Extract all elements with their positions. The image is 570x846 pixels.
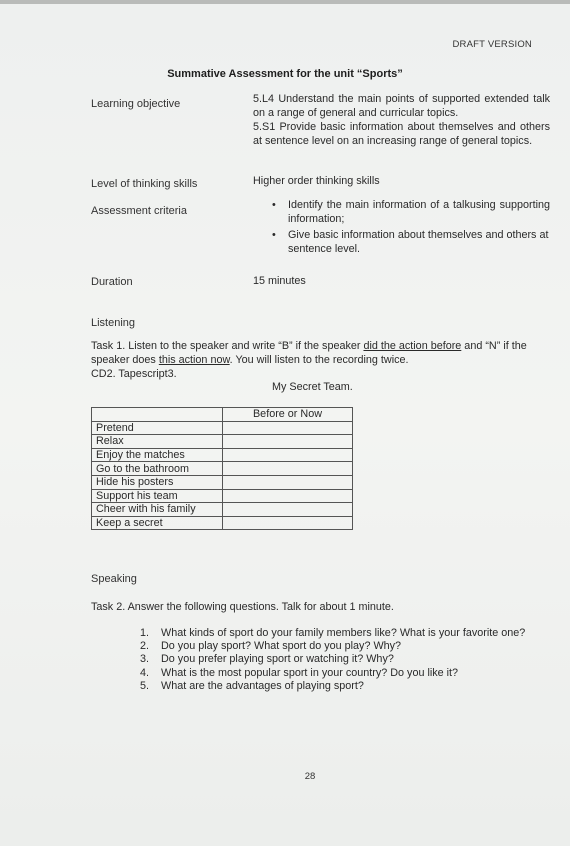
criteria-item — [270, 229, 550, 256]
question-item — [140, 653, 530, 666]
duration-value: 15 minutes — [253, 275, 306, 287]
table-header-before-or-now: Before or Now — [223, 408, 353, 422]
question-item — [140, 640, 530, 653]
answer-cell[interactable] — [223, 516, 353, 530]
table-row-label: Go to the bathroom — [92, 462, 223, 476]
criteria-item-text: Identify the main information of a talkusing supporting information; — [288, 199, 550, 225]
table-row — [92, 475, 353, 489]
criteria-item-text: Give basic information about themselves and others at sentence level. — [288, 229, 549, 255]
task1-text-a: Task 1. Listen to the speaker and write “B” if the speaker — [91, 340, 364, 352]
question-text: What is the most popular sport in your country? Do you like it? — [161, 666, 459, 679]
question-item — [140, 627, 530, 640]
table-row-label: Cheer with his family — [92, 503, 223, 517]
song-title: My Secret Team. — [272, 381, 353, 393]
answer-cell[interactable] — [223, 475, 353, 489]
bullet-icon: • — [272, 199, 276, 211]
listening-task-text — [91, 339, 553, 367]
answer-cell[interactable] — [223, 489, 353, 503]
table-row — [92, 462, 353, 476]
question-item — [140, 680, 530, 693]
page-number: 28 — [304, 771, 316, 782]
question-text: Do you play sport? What sport do you play? Why? — [161, 640, 402, 653]
speaking-task-text: Task 2. Answer the following questions. Talk for about 1 minute. — [91, 601, 394, 613]
cd-reference: CD2. Tapescript3. — [91, 368, 177, 380]
table-row-label: Support his team — [92, 489, 223, 503]
answer-cell[interactable] — [223, 421, 353, 435]
draft-version-label: DRAFT VERSION — [452, 39, 532, 50]
learning-objective-2: 5.S1 Provide basic information about themselves and others at sentence level on an increasing range of general topics. — [253, 121, 550, 147]
thinking-skills-value: Higher order thinking skills — [253, 175, 380, 187]
table-header-blank — [92, 408, 223, 422]
learning-objective-1: 5.L4 Understand the main points of supported extended talk on a range of general and curricular topics. — [253, 93, 550, 119]
table-row — [92, 516, 353, 530]
assessment-criteria-label: Assessment criteria — [91, 205, 187, 217]
answer-cell[interactable] — [223, 503, 353, 517]
duration-label: Duration — [91, 276, 133, 288]
task1-text-b: and “N” if the speaker does — [91, 340, 527, 366]
question-number: 2. — [140, 640, 150, 653]
bullet-icon: • — [272, 229, 276, 241]
table-row — [92, 489, 353, 503]
question-item — [140, 667, 530, 680]
page-top-edge — [0, 0, 570, 4]
question-number: 5. — [140, 679, 150, 692]
question-text: What kinds of sport do your family members like? What is your favorite one? — [161, 627, 526, 639]
question-text: What are the advantages of playing sport? — [161, 679, 364, 692]
listening-table — [91, 407, 353, 530]
table-row — [92, 435, 353, 449]
table-row-label: Enjoy the matches — [92, 448, 223, 462]
learning-objective-label: Learning objective — [91, 98, 181, 110]
speaking-heading: Speaking — [91, 573, 137, 585]
answer-cell[interactable] — [223, 448, 353, 462]
question-text: Do you prefer playing sport or watching it? Why? — [161, 653, 394, 666]
question-number: 3. — [140, 653, 150, 666]
listening-heading: Listening — [91, 317, 136, 329]
assessment-criteria-list — [270, 199, 550, 259]
table-row-label: Hide his posters — [92, 475, 223, 489]
task1-underlined-before: did the action before — [363, 340, 462, 352]
table-row-label: Keep a secret — [92, 516, 223, 530]
question-number: 1. — [140, 627, 150, 639]
table-row-label: Pretend — [92, 421, 223, 435]
table-row — [92, 421, 353, 435]
table-row-label: Relax — [92, 435, 223, 449]
table-header-row — [92, 408, 353, 422]
speaking-questions — [140, 627, 530, 693]
answer-cell[interactable] — [223, 435, 353, 449]
task1-underlined-now: this action now — [158, 354, 230, 366]
task1-text-c: . You will listen to the recording twice. — [229, 354, 409, 366]
thinking-skills-label: Level of thinking skills — [91, 178, 198, 190]
table-row — [92, 448, 353, 462]
answer-cell[interactable] — [223, 462, 353, 476]
criteria-item — [270, 199, 550, 226]
table-row — [92, 503, 353, 517]
page-title: Summative Assessment for the unit “Sports” — [167, 68, 403, 80]
question-number: 4. — [140, 666, 150, 679]
